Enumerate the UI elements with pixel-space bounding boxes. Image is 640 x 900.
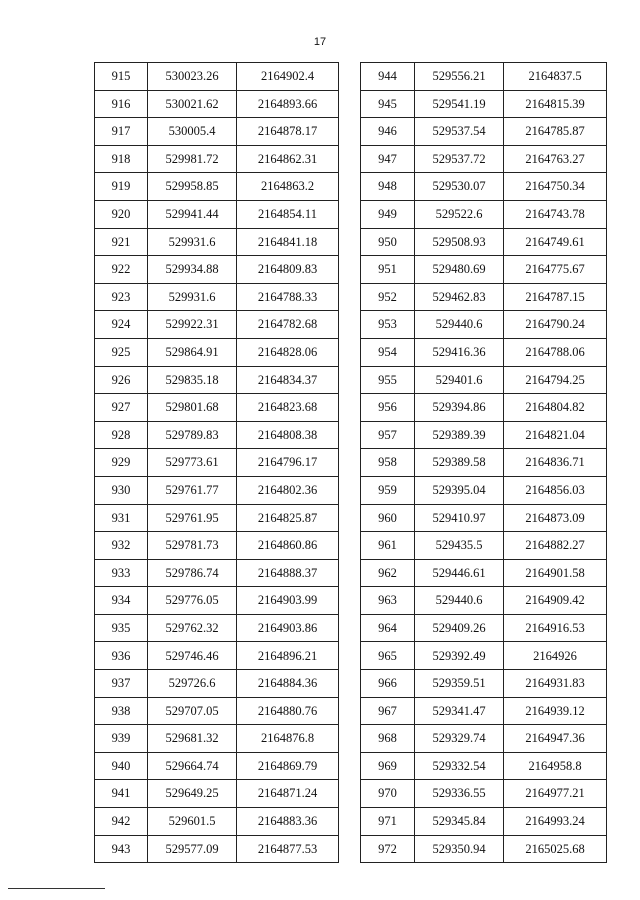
- table-row: [361, 504, 607, 532]
- y-coordinate-cell: 2164788.06: [504, 338, 607, 366]
- x-coordinate-cell: 529761.77: [148, 476, 237, 504]
- point-number-cell: 967: [361, 697, 415, 725]
- y-coordinate-cell: 2164763.27: [504, 145, 607, 173]
- x-coordinate-cell: 529922.31: [148, 311, 237, 339]
- point-number-cell: 916: [95, 90, 148, 118]
- x-coordinate-cell: 529336.55: [415, 780, 504, 808]
- x-coordinate-cell: 529541.19: [415, 90, 504, 118]
- table-row: [95, 504, 339, 532]
- point-number-cell: 951: [361, 256, 415, 284]
- point-number-cell: 922: [95, 256, 148, 284]
- table-row: [361, 421, 607, 449]
- point-number-cell: 917: [95, 118, 148, 146]
- y-coordinate-cell: 2164883.36: [237, 808, 339, 836]
- x-coordinate-cell: 529981.72: [148, 145, 237, 173]
- point-number-cell: 949: [361, 200, 415, 228]
- point-number-cell: 938: [95, 697, 148, 725]
- coordinates-table-right: [360, 62, 607, 863]
- y-coordinate-cell: 2164903.99: [237, 587, 339, 615]
- table-row: [361, 587, 607, 615]
- point-number-cell: 952: [361, 283, 415, 311]
- y-coordinate-cell: 2164888.37: [237, 559, 339, 587]
- point-number-cell: 919: [95, 173, 148, 201]
- table-row: [95, 449, 339, 477]
- point-number-cell: 926: [95, 366, 148, 394]
- x-coordinate-cell: 530023.26: [148, 63, 237, 91]
- x-coordinate-cell: 529746.46: [148, 642, 237, 670]
- x-coordinate-cell: 529416.36: [415, 338, 504, 366]
- table-row: [95, 835, 339, 863]
- y-coordinate-cell: 2164836.71: [504, 449, 607, 477]
- y-coordinate-cell: 2164869.79: [237, 752, 339, 780]
- point-number-cell: 935: [95, 614, 148, 642]
- table-row: [95, 808, 339, 836]
- x-coordinate-cell: 529762.32: [148, 614, 237, 642]
- x-coordinate-cell: 529537.72: [415, 145, 504, 173]
- y-coordinate-cell: 2164893.66: [237, 90, 339, 118]
- table-row: [361, 366, 607, 394]
- table-row: [361, 118, 607, 146]
- y-coordinate-cell: 2164882.27: [504, 532, 607, 560]
- point-number-cell: 925: [95, 338, 148, 366]
- table-row: [95, 228, 339, 256]
- x-coordinate-cell: 529508.93: [415, 228, 504, 256]
- x-coordinate-cell: 529835.18: [148, 366, 237, 394]
- y-coordinate-cell: 2164896.21: [237, 642, 339, 670]
- table-row: [361, 697, 607, 725]
- x-coordinate-cell: 529332.54: [415, 752, 504, 780]
- x-coordinate-cell: 529931.6: [148, 228, 237, 256]
- point-number-cell: 959: [361, 476, 415, 504]
- x-coordinate-cell: 529789.83: [148, 421, 237, 449]
- y-coordinate-cell: 2164825.87: [237, 504, 339, 532]
- table-row: [95, 90, 339, 118]
- y-coordinate-cell: 2164880.76: [237, 697, 339, 725]
- x-coordinate-cell: 529577.09: [148, 835, 237, 863]
- point-number-cell: 932: [95, 532, 148, 560]
- y-coordinate-cell: 2164856.03: [504, 476, 607, 504]
- table-row: [361, 145, 607, 173]
- x-coordinate-cell: 529435.5: [415, 532, 504, 560]
- y-coordinate-cell: 2164750.34: [504, 173, 607, 201]
- y-coordinate-cell: 2164993.24: [504, 808, 607, 836]
- table-row: [95, 173, 339, 201]
- x-coordinate-cell: 529341.47: [415, 697, 504, 725]
- y-coordinate-cell: 2164794.25: [504, 366, 607, 394]
- table-row: [361, 173, 607, 201]
- y-coordinate-cell: 2164860.86: [237, 532, 339, 560]
- x-coordinate-cell: 529345.84: [415, 808, 504, 836]
- point-number-cell: 939: [95, 725, 148, 753]
- x-coordinate-cell: 529440.6: [415, 587, 504, 615]
- x-coordinate-cell: 529726.6: [148, 670, 237, 698]
- y-coordinate-cell: 2164743.78: [504, 200, 607, 228]
- point-number-cell: 941: [95, 780, 148, 808]
- y-coordinate-cell: 2164863.2: [237, 173, 339, 201]
- point-number-cell: 930: [95, 476, 148, 504]
- point-number-cell: 968: [361, 725, 415, 753]
- table-row: [95, 256, 339, 284]
- y-coordinate-cell: 2164809.83: [237, 256, 339, 284]
- table-row: [361, 725, 607, 753]
- y-coordinate-cell: 2164815.39: [504, 90, 607, 118]
- y-coordinate-cell: 2165025.68: [504, 835, 607, 863]
- point-number-cell: 933: [95, 559, 148, 587]
- y-coordinate-cell: 2164977.21: [504, 780, 607, 808]
- table-row: [95, 421, 339, 449]
- x-coordinate-cell: 529359.51: [415, 670, 504, 698]
- point-number-cell: 969: [361, 752, 415, 780]
- table-row: [361, 63, 607, 91]
- point-number-cell: 929: [95, 449, 148, 477]
- point-number-cell: 945: [361, 90, 415, 118]
- point-number-cell: 954: [361, 338, 415, 366]
- table-row: [95, 476, 339, 504]
- table-row: [361, 559, 607, 587]
- y-coordinate-cell: 2164871.24: [237, 780, 339, 808]
- x-coordinate-cell: 529409.26: [415, 614, 504, 642]
- table-row: [95, 752, 339, 780]
- x-coordinate-cell: 529537.54: [415, 118, 504, 146]
- y-coordinate-cell: 2164796.17: [237, 449, 339, 477]
- x-coordinate-cell: 529462.83: [415, 283, 504, 311]
- table-row: [361, 283, 607, 311]
- y-coordinate-cell: 2164877.53: [237, 835, 339, 863]
- table-row: [361, 394, 607, 422]
- table-row: [361, 200, 607, 228]
- x-coordinate-cell: 529781.73: [148, 532, 237, 560]
- point-number-cell: 971: [361, 808, 415, 836]
- point-number-cell: 915: [95, 63, 148, 91]
- y-coordinate-cell: 2164775.67: [504, 256, 607, 284]
- point-number-cell: 950: [361, 228, 415, 256]
- y-coordinate-cell: 2164823.68: [237, 394, 339, 422]
- point-number-cell: 921: [95, 228, 148, 256]
- y-coordinate-cell: 2164902.4: [237, 63, 339, 91]
- x-coordinate-cell: 529440.6: [415, 311, 504, 339]
- y-coordinate-cell: 2164782.68: [237, 311, 339, 339]
- x-coordinate-cell: 529480.69: [415, 256, 504, 284]
- x-coordinate-cell: 529941.44: [148, 200, 237, 228]
- point-number-cell: 944: [361, 63, 415, 91]
- y-coordinate-cell: 2164854.11: [237, 200, 339, 228]
- table-row: [95, 394, 339, 422]
- table-row: [361, 670, 607, 698]
- point-number-cell: 965: [361, 642, 415, 670]
- table-row: [361, 476, 607, 504]
- x-coordinate-cell: 529350.94: [415, 835, 504, 863]
- y-coordinate-cell: 2164903.86: [237, 614, 339, 642]
- x-coordinate-cell: 529329.74: [415, 725, 504, 753]
- x-coordinate-cell: 529864.91: [148, 338, 237, 366]
- x-coordinate-cell: 529389.39: [415, 421, 504, 449]
- point-number-cell: 920: [95, 200, 148, 228]
- x-coordinate-cell: 529530.07: [415, 173, 504, 201]
- x-coordinate-cell: 529392.49: [415, 642, 504, 670]
- table-row: [95, 338, 339, 366]
- table-row: [95, 283, 339, 311]
- x-coordinate-cell: 529522.6: [415, 200, 504, 228]
- point-number-cell: 958: [361, 449, 415, 477]
- footnote-separator: [8, 888, 105, 889]
- y-coordinate-cell: 2164873.09: [504, 504, 607, 532]
- x-coordinate-cell: 529556.21: [415, 63, 504, 91]
- table-row: [95, 63, 339, 91]
- point-number-cell: 947: [361, 145, 415, 173]
- x-coordinate-cell: 529934.88: [148, 256, 237, 284]
- point-number-cell: 948: [361, 173, 415, 201]
- y-coordinate-cell: 2164808.38: [237, 421, 339, 449]
- x-coordinate-cell: 529389.58: [415, 449, 504, 477]
- table-row: [361, 752, 607, 780]
- x-coordinate-cell: 529410.97: [415, 504, 504, 532]
- table-row: [95, 532, 339, 560]
- x-coordinate-cell: 529773.61: [148, 449, 237, 477]
- y-coordinate-cell: 2164916.53: [504, 614, 607, 642]
- point-number-cell: 956: [361, 394, 415, 422]
- point-number-cell: 937: [95, 670, 148, 698]
- point-number-cell: 940: [95, 752, 148, 780]
- x-coordinate-cell: 529649.25: [148, 780, 237, 808]
- point-number-cell: 934: [95, 587, 148, 615]
- point-number-cell: 946: [361, 118, 415, 146]
- table-row: [361, 256, 607, 284]
- table-row: [361, 642, 607, 670]
- table-row: [361, 90, 607, 118]
- x-coordinate-cell: 529931.6: [148, 283, 237, 311]
- y-coordinate-cell: 2164958.8: [504, 752, 607, 780]
- table-row: [95, 200, 339, 228]
- y-coordinate-cell: 2164931.83: [504, 670, 607, 698]
- table-row: [361, 532, 607, 560]
- y-coordinate-cell: 2164821.04: [504, 421, 607, 449]
- x-coordinate-cell: 529401.6: [415, 366, 504, 394]
- point-number-cell: 953: [361, 311, 415, 339]
- point-number-cell: 963: [361, 587, 415, 615]
- point-number-cell: 943: [95, 835, 148, 863]
- y-coordinate-cell: 2164876.8: [237, 725, 339, 753]
- table-row: [95, 145, 339, 173]
- table-row: [95, 697, 339, 725]
- table-row: [361, 228, 607, 256]
- point-number-cell: 942: [95, 808, 148, 836]
- point-number-cell: 961: [361, 532, 415, 560]
- y-coordinate-cell: 2164837.5: [504, 63, 607, 91]
- table-row: [95, 780, 339, 808]
- y-coordinate-cell: 2164788.33: [237, 283, 339, 311]
- x-coordinate-cell: 530005.4: [148, 118, 237, 146]
- point-number-cell: 957: [361, 421, 415, 449]
- y-coordinate-cell: 2164926: [504, 642, 607, 670]
- y-coordinate-cell: 2164841.18: [237, 228, 339, 256]
- y-coordinate-cell: 2164749.61: [504, 228, 607, 256]
- y-coordinate-cell: 2164947.36: [504, 725, 607, 753]
- table-row: [361, 835, 607, 863]
- point-number-cell: 923: [95, 283, 148, 311]
- table-row: [95, 559, 339, 587]
- y-coordinate-cell: 2164787.15: [504, 283, 607, 311]
- x-coordinate-cell: 529786.74: [148, 559, 237, 587]
- point-number-cell: 936: [95, 642, 148, 670]
- point-number-cell: 918: [95, 145, 148, 173]
- x-coordinate-cell: 529395.04: [415, 476, 504, 504]
- y-coordinate-cell: 2164804.82: [504, 394, 607, 422]
- y-coordinate-cell: 2164862.31: [237, 145, 339, 173]
- x-coordinate-cell: 529601.5: [148, 808, 237, 836]
- x-coordinate-cell: 529776.05: [148, 587, 237, 615]
- table-row: [95, 587, 339, 615]
- point-number-cell: 924: [95, 311, 148, 339]
- point-number-cell: 966: [361, 670, 415, 698]
- y-coordinate-cell: 2164790.24: [504, 311, 607, 339]
- point-number-cell: 960: [361, 504, 415, 532]
- table-row: [361, 311, 607, 339]
- x-coordinate-cell: 530021.62: [148, 90, 237, 118]
- y-coordinate-cell: 2164802.36: [237, 476, 339, 504]
- point-number-cell: 928: [95, 421, 148, 449]
- point-number-cell: 964: [361, 614, 415, 642]
- y-coordinate-cell: 2164834.37: [237, 366, 339, 394]
- x-coordinate-cell: 529707.05: [148, 697, 237, 725]
- point-number-cell: 962: [361, 559, 415, 587]
- table-row: [361, 449, 607, 477]
- point-number-cell: 931: [95, 504, 148, 532]
- table-row: [361, 338, 607, 366]
- point-number-cell: 955: [361, 366, 415, 394]
- table-row: [95, 642, 339, 670]
- point-number-cell: 970: [361, 780, 415, 808]
- y-coordinate-cell: 2164785.87: [504, 118, 607, 146]
- y-coordinate-cell: 2164909.42: [504, 587, 607, 615]
- y-coordinate-cell: 2164939.12: [504, 697, 607, 725]
- table-row: [95, 118, 339, 146]
- table-row: [361, 614, 607, 642]
- y-coordinate-cell: 2164878.17: [237, 118, 339, 146]
- x-coordinate-cell: 529664.74: [148, 752, 237, 780]
- y-coordinate-cell: 2164901.58: [504, 559, 607, 587]
- x-coordinate-cell: 529446.61: [415, 559, 504, 587]
- table-row: [361, 780, 607, 808]
- page-number: 17: [313, 36, 327, 48]
- point-number-cell: 972: [361, 835, 415, 863]
- x-coordinate-cell: 529761.95: [148, 504, 237, 532]
- table-row: [95, 725, 339, 753]
- table-row: [95, 614, 339, 642]
- table-row: [95, 670, 339, 698]
- table-row: [95, 366, 339, 394]
- coordinates-table-left: [94, 62, 339, 863]
- x-coordinate-cell: 529681.32: [148, 725, 237, 753]
- y-coordinate-cell: 2164884.36: [237, 670, 339, 698]
- x-coordinate-cell: 529801.68: [148, 394, 237, 422]
- x-coordinate-cell: 529958.85: [148, 173, 237, 201]
- y-coordinate-cell: 2164828.06: [237, 338, 339, 366]
- x-coordinate-cell: 529394.86: [415, 394, 504, 422]
- table-row: [95, 311, 339, 339]
- table-row: [361, 808, 607, 836]
- point-number-cell: 927: [95, 394, 148, 422]
